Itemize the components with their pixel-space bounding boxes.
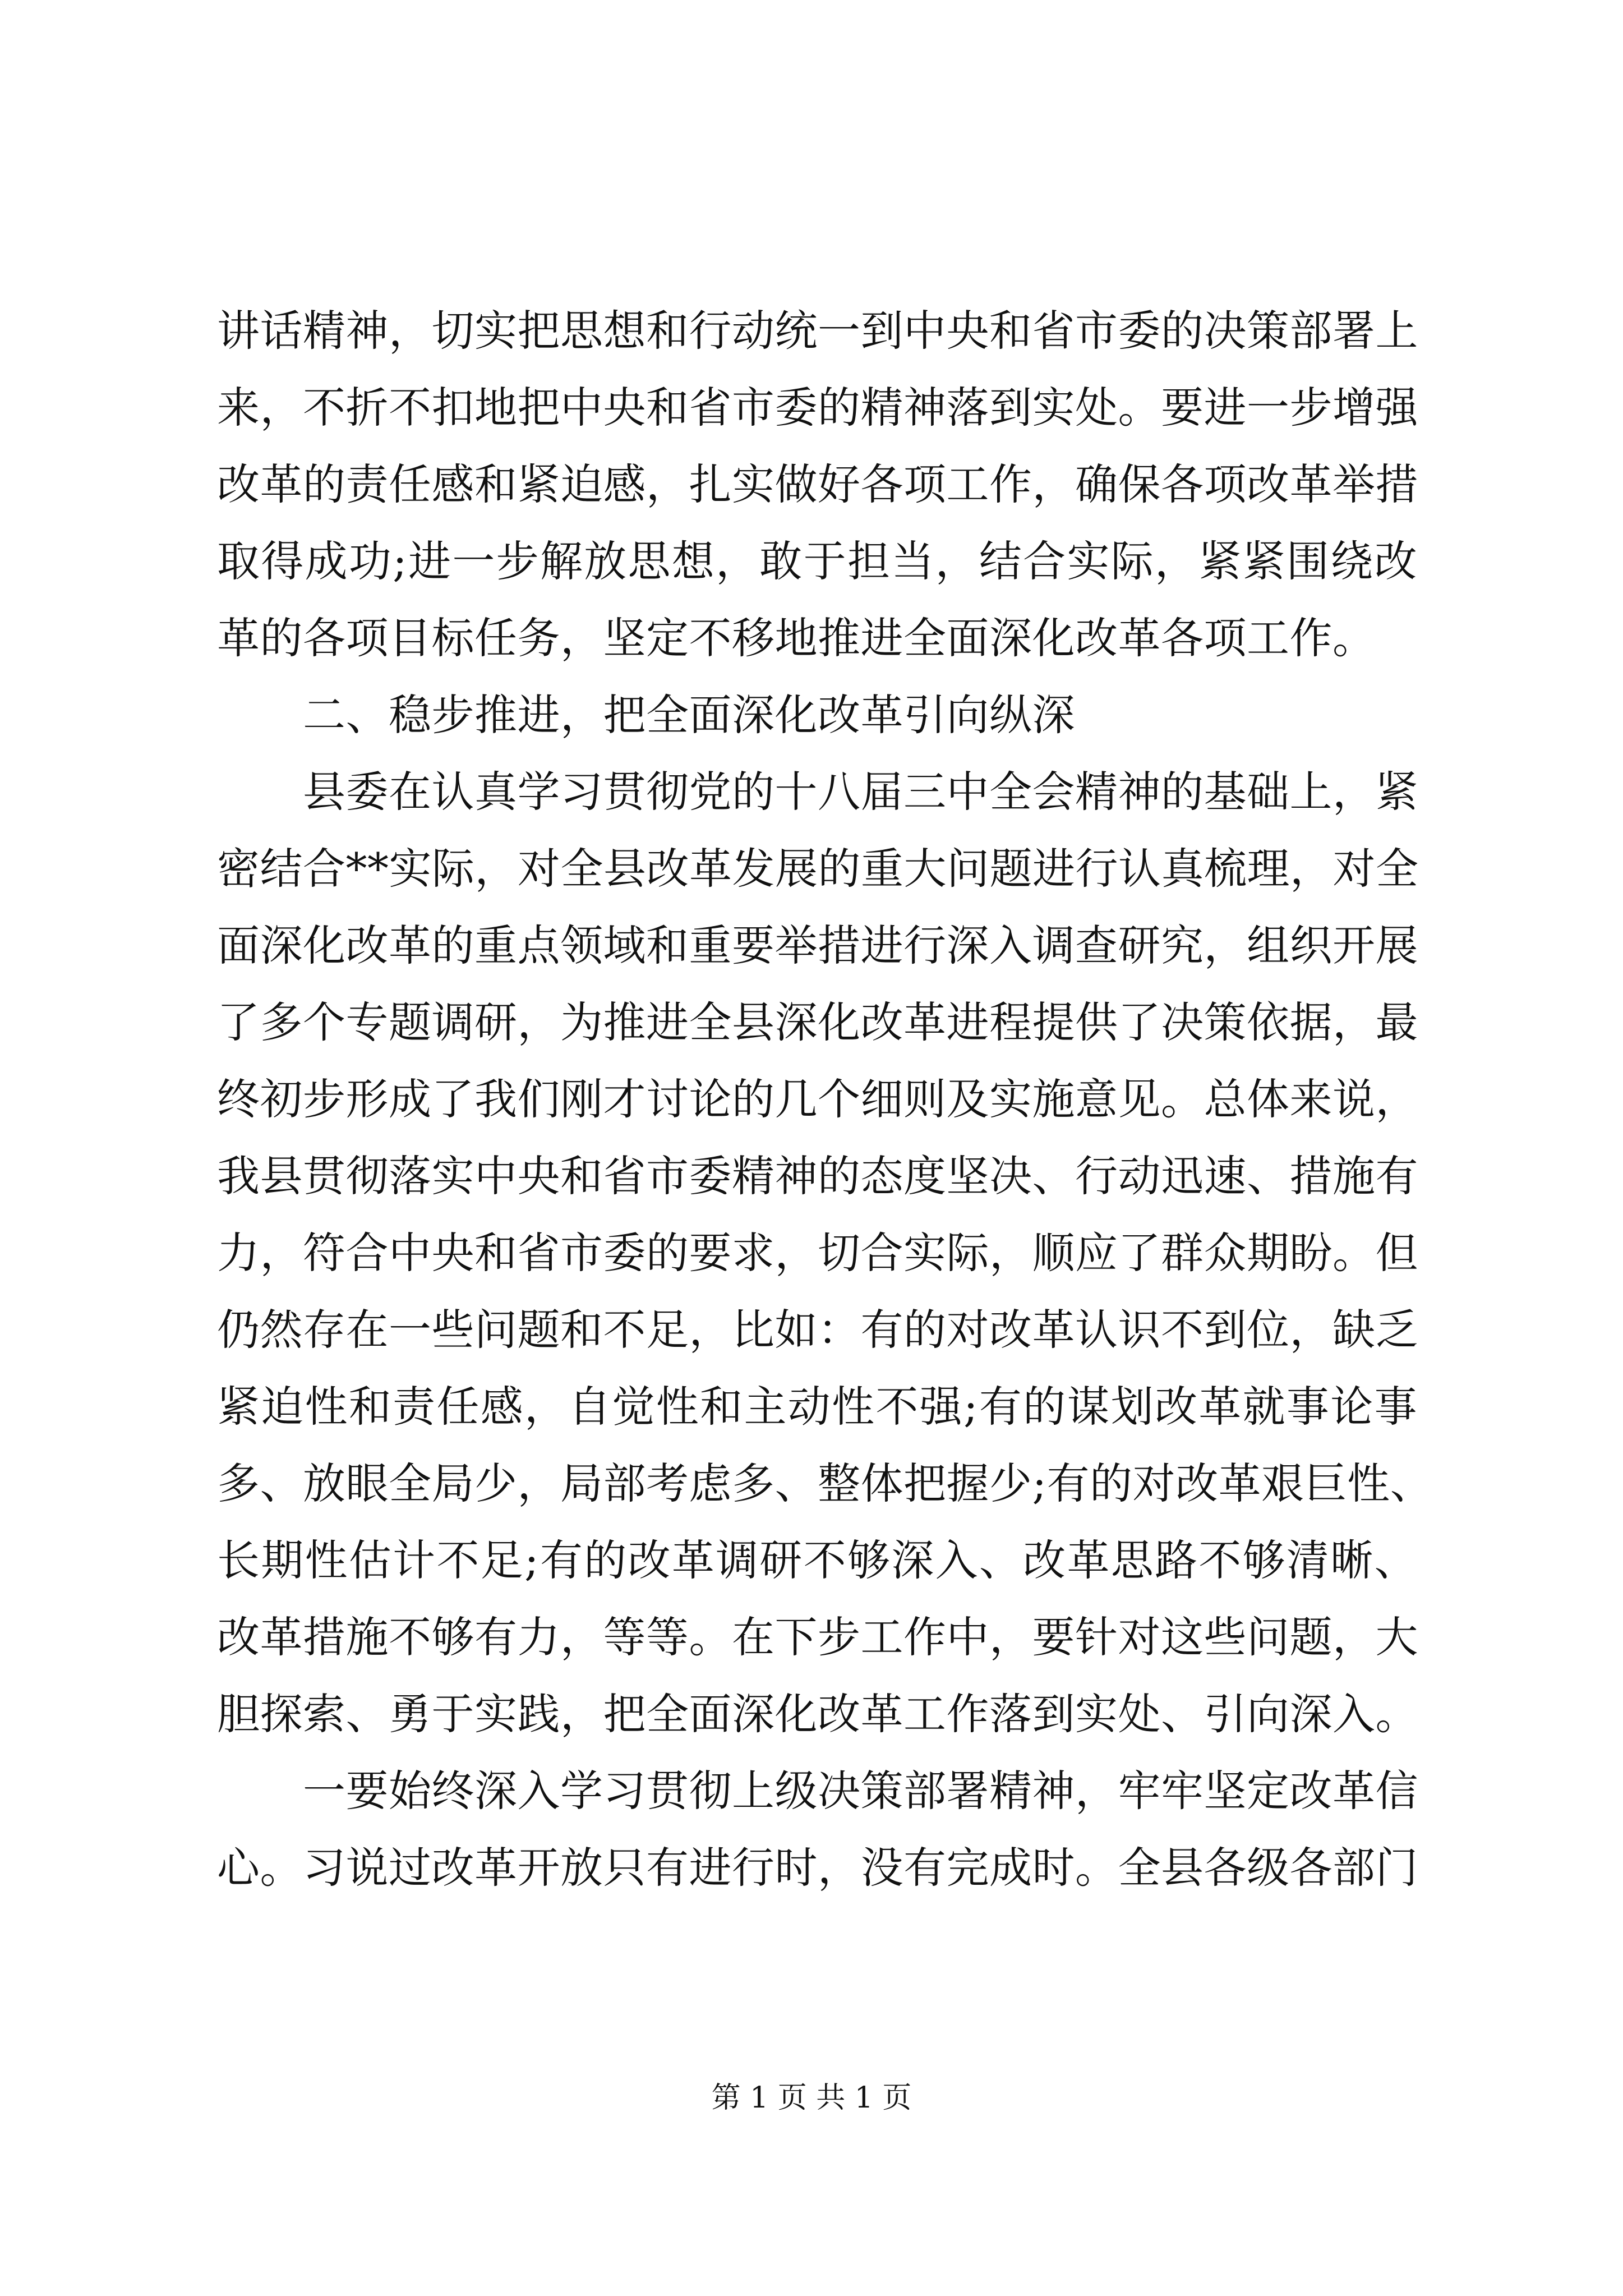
text-line-8: 密结合**实际，对全县改革发展的重大问题进行认真梳理，对全 [217, 844, 1419, 894]
text-line-17: 长期性估计不足;有的改革调研不够深入、改革思路不够清晰、 [217, 1535, 1417, 1585]
text-line-19: 胆探索、勇于实践，把全面深化改革工作落到实处、引向深入。 [217, 1689, 1418, 1739]
text-line-2: 来，不折不扣地把中央和省市委的精神落到实处。要进一步增强 [217, 383, 1418, 432]
text-line-16: 多、放眼全局少，局部考虑多、整体把握少;有的对改革艰巨性、 [217, 1458, 1433, 1508]
text-line-13: 力，符合中央和省市委的要求，切合实际，顺应了群众期盼。但 [217, 1228, 1418, 1278]
text-line-10: 了多个专题调研，为推进全县深化改革进程提供了决策依据，最 [217, 997, 1418, 1047]
text-line-18: 改革措施不够有力，等等。在下步工作中，要针对这些问题，大 [217, 1612, 1418, 1662]
text-line-14: 仍然存在一些问题和不足，比如：有的对改革认识不到位，缺乏 [217, 1305, 1418, 1355]
text-line-5: 革的各项目标任务，坚定不移地推进全面深化改革各项工作。 [217, 613, 1376, 663]
page-footer: 第 1 页 共 1 页 [711, 2081, 912, 2115]
text-line-12: 我县贯彻落实中央和省市委精神的态度坚决、行动迅速、措施有 [217, 1151, 1418, 1201]
text-line-9: 面深化改革的重点领域和重要举措进行深入调查研究，组织开展 [217, 921, 1418, 970]
text-line-11: 终初步形成了我们刚才讨论的几个细则及实施意见。总体来说， [217, 1074, 1418, 1124]
text-line-21: 心。习说过改革开放只有进行时，没有完成时。全县各级各部门 [217, 1843, 1418, 1893]
text-line-15: 紧迫性和责任感，自觉性和主动性不强;有的谋划改革就事论事 [217, 1382, 1417, 1432]
text-line-3: 改革的责任感和紧迫感，扎实做好各项工作，确保各项改革举措 [217, 459, 1418, 509]
section-heading: 二、稳步推进，把全面深化改革引向纵深 [303, 690, 1075, 740]
text-line-20: 一要始终深入学习贯彻上级决策部署精神，牢牢坚定改革信 [303, 1766, 1418, 1816]
text-line-7: 县委在认真学习贯彻党的十八届三中全会精神的基础上，紧 [303, 767, 1418, 817]
text-line-1: 讲话精神，切实把思想和行动统一到中央和省市委的决策部署上 [217, 306, 1418, 356]
text-line-4: 取得成功;进一步解放思想，敢于担当，结合实际，紧紧围绕改 [217, 536, 1417, 586]
